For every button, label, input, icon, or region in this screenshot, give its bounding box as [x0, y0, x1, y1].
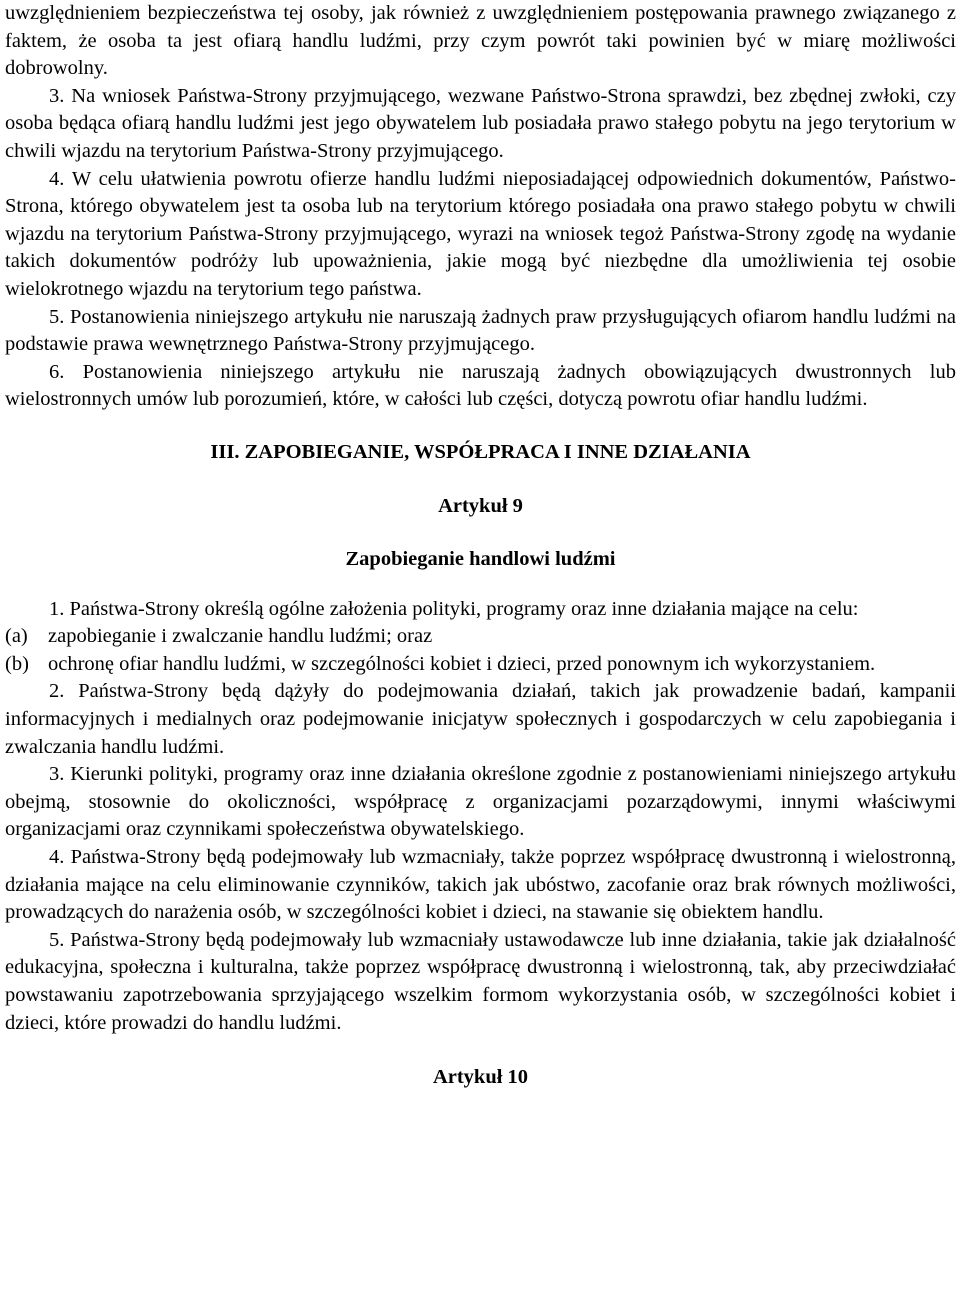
- article-9-paragraph-1: 1. Państwa-Strony określą ogólne założenia polityki, programy oraz inne działania mające na celu:: [49, 597, 859, 620]
- paragraph-4: 4. W celu ułatwienia powrotu ofierze handlu ludźmi nieposiadającej odpowiednich dokumentów, Państwo-Strona, którego obywatelem jest ta osoba lub na terytorium którego posiadała ona prawo stałego pobytu w chwili wjazdu na terytorium Państwa-Strony przyjmującego, wyrazi na wniosek tegoż Państwa-Strony zgodę na wydanie takich dokumentów podróży lub upoważnienia, jakie mogą być niezbędne dla umożliwienia tej osobie wielokrotnego wjazdu na terytorium tego państwa.: [5, 167, 956, 300]
- list-item-text: ochronę ofiar handlu ludźmi, w szczególności kobiet i dzieci, przed ponownym ich wykorzystaniem.: [48, 652, 876, 675]
- list-item: [5, 623, 956, 651]
- article-10-title: Artykuł 10: [432, 1066, 529, 1089]
- section-title: III. ZAPOBIEGANIE, WSPÓŁPRACA I INNE DZIAŁANIA: [210, 440, 751, 463]
- paragraph-5: 5. Postanowienia niniejszego artykułu nie naruszają żadnych praw przysługujących ofiarom handlu ludźmi na podstawie prawa wewnętrznego Państwa-Strony przyjmującego.: [5, 305, 956, 356]
- document-page: [5, 0, 956, 1092]
- article-9-paragraph-4: 4. Państwa-Strony będą podejmowały lub wzmacniały, także poprzez współpracę dwustronną i wielostronną, działania mające na celu eliminowanie czynników, takich jak ubóstwo, zacofanie oraz brak równych możliwości, prowadzących do narażenia osób, w szczególności kobiet i dzieci, na stawanie się obiektem handlu.: [5, 846, 956, 924]
- list-item: [5, 651, 956, 679]
- list-item-text: zapobieganie i zwalczanie handlu ludźmi; oraz: [48, 625, 433, 648]
- paragraph-continuation: uwzględnieniem bezpieczeństwa tej osoby, jak również z uwzględnieniem postępowania prawnego związanego z faktem, że osoba ta jest ofiarą handlu ludźmi, przy czym powrót taki powinien być w miarę możliwości dobrowolny.: [5, 2, 956, 80]
- article-9-paragraph-2: 2. Państwa-Strony będą dążyły do podejmowania działań, takich jak prowadzenie badań, kampanii informacyjnych i medialnych oraz podejmowanie inicjatyw społecznych i gospodarczych w celu zapobiegania i zwalczania handlu ludźmi.: [5, 680, 956, 758]
- article-9-paragraph-5: 5. Państwa-Strony będą podejmowały lub wzmacniały ustawodawcze lub inne działania, takie jak działalność edukacyjna, społeczna i kulturalna, także poprzez współpracę dwustronną i wielostronną, tak, aby przeciwdziałać powstawaniu zapotrzebowania sprzyjającego wszelkim formom wykorzystania osób, w szczególności kobiet i dzieci, które prowadzi do handlu ludźmi.: [5, 928, 956, 1034]
- paragraph-3: 3. Na wniosek Państwa-Strony przyjmującego, wezwane Państwo-Strona sprawdzi, bez zbędnej zwłoki, czy osoba będąca ofiarą handlu ludźmi jest jego obywatelem lub posiadała prawo stałego pobytu na jego terytorium w chwili wjazdu na terytorium Państwa-Strony przyjmującego.: [5, 84, 956, 162]
- paragraph-6: 6. Postanowienia niniejszego artykułu nie naruszają żadnych obowiązujących dwustronnych lub wielostronnych umów lub porozumień, które, w całości lub części, dotyczą powrotu ofiar handlu ludźmi.: [5, 360, 956, 411]
- list-marker: (a): [5, 625, 28, 648]
- list-marker: (b): [5, 652, 29, 675]
- article-9-title: Artykuł 9: [438, 494, 523, 517]
- article-9-paragraph-3: 3. Kierunki polityki, programy oraz inne działania określone zgodnie z postanowieniami niniejszego artykułu obejmą, stosownie do okoliczności, współpracę z organizacjami pozarządowymi, innymi właściwymi organizacjami oraz czynnikami społeczeństwa obywatelskiego.: [5, 763, 956, 841]
- article-9-subtitle: Zapobieganie handlowi ludźmi: [345, 548, 616, 571]
